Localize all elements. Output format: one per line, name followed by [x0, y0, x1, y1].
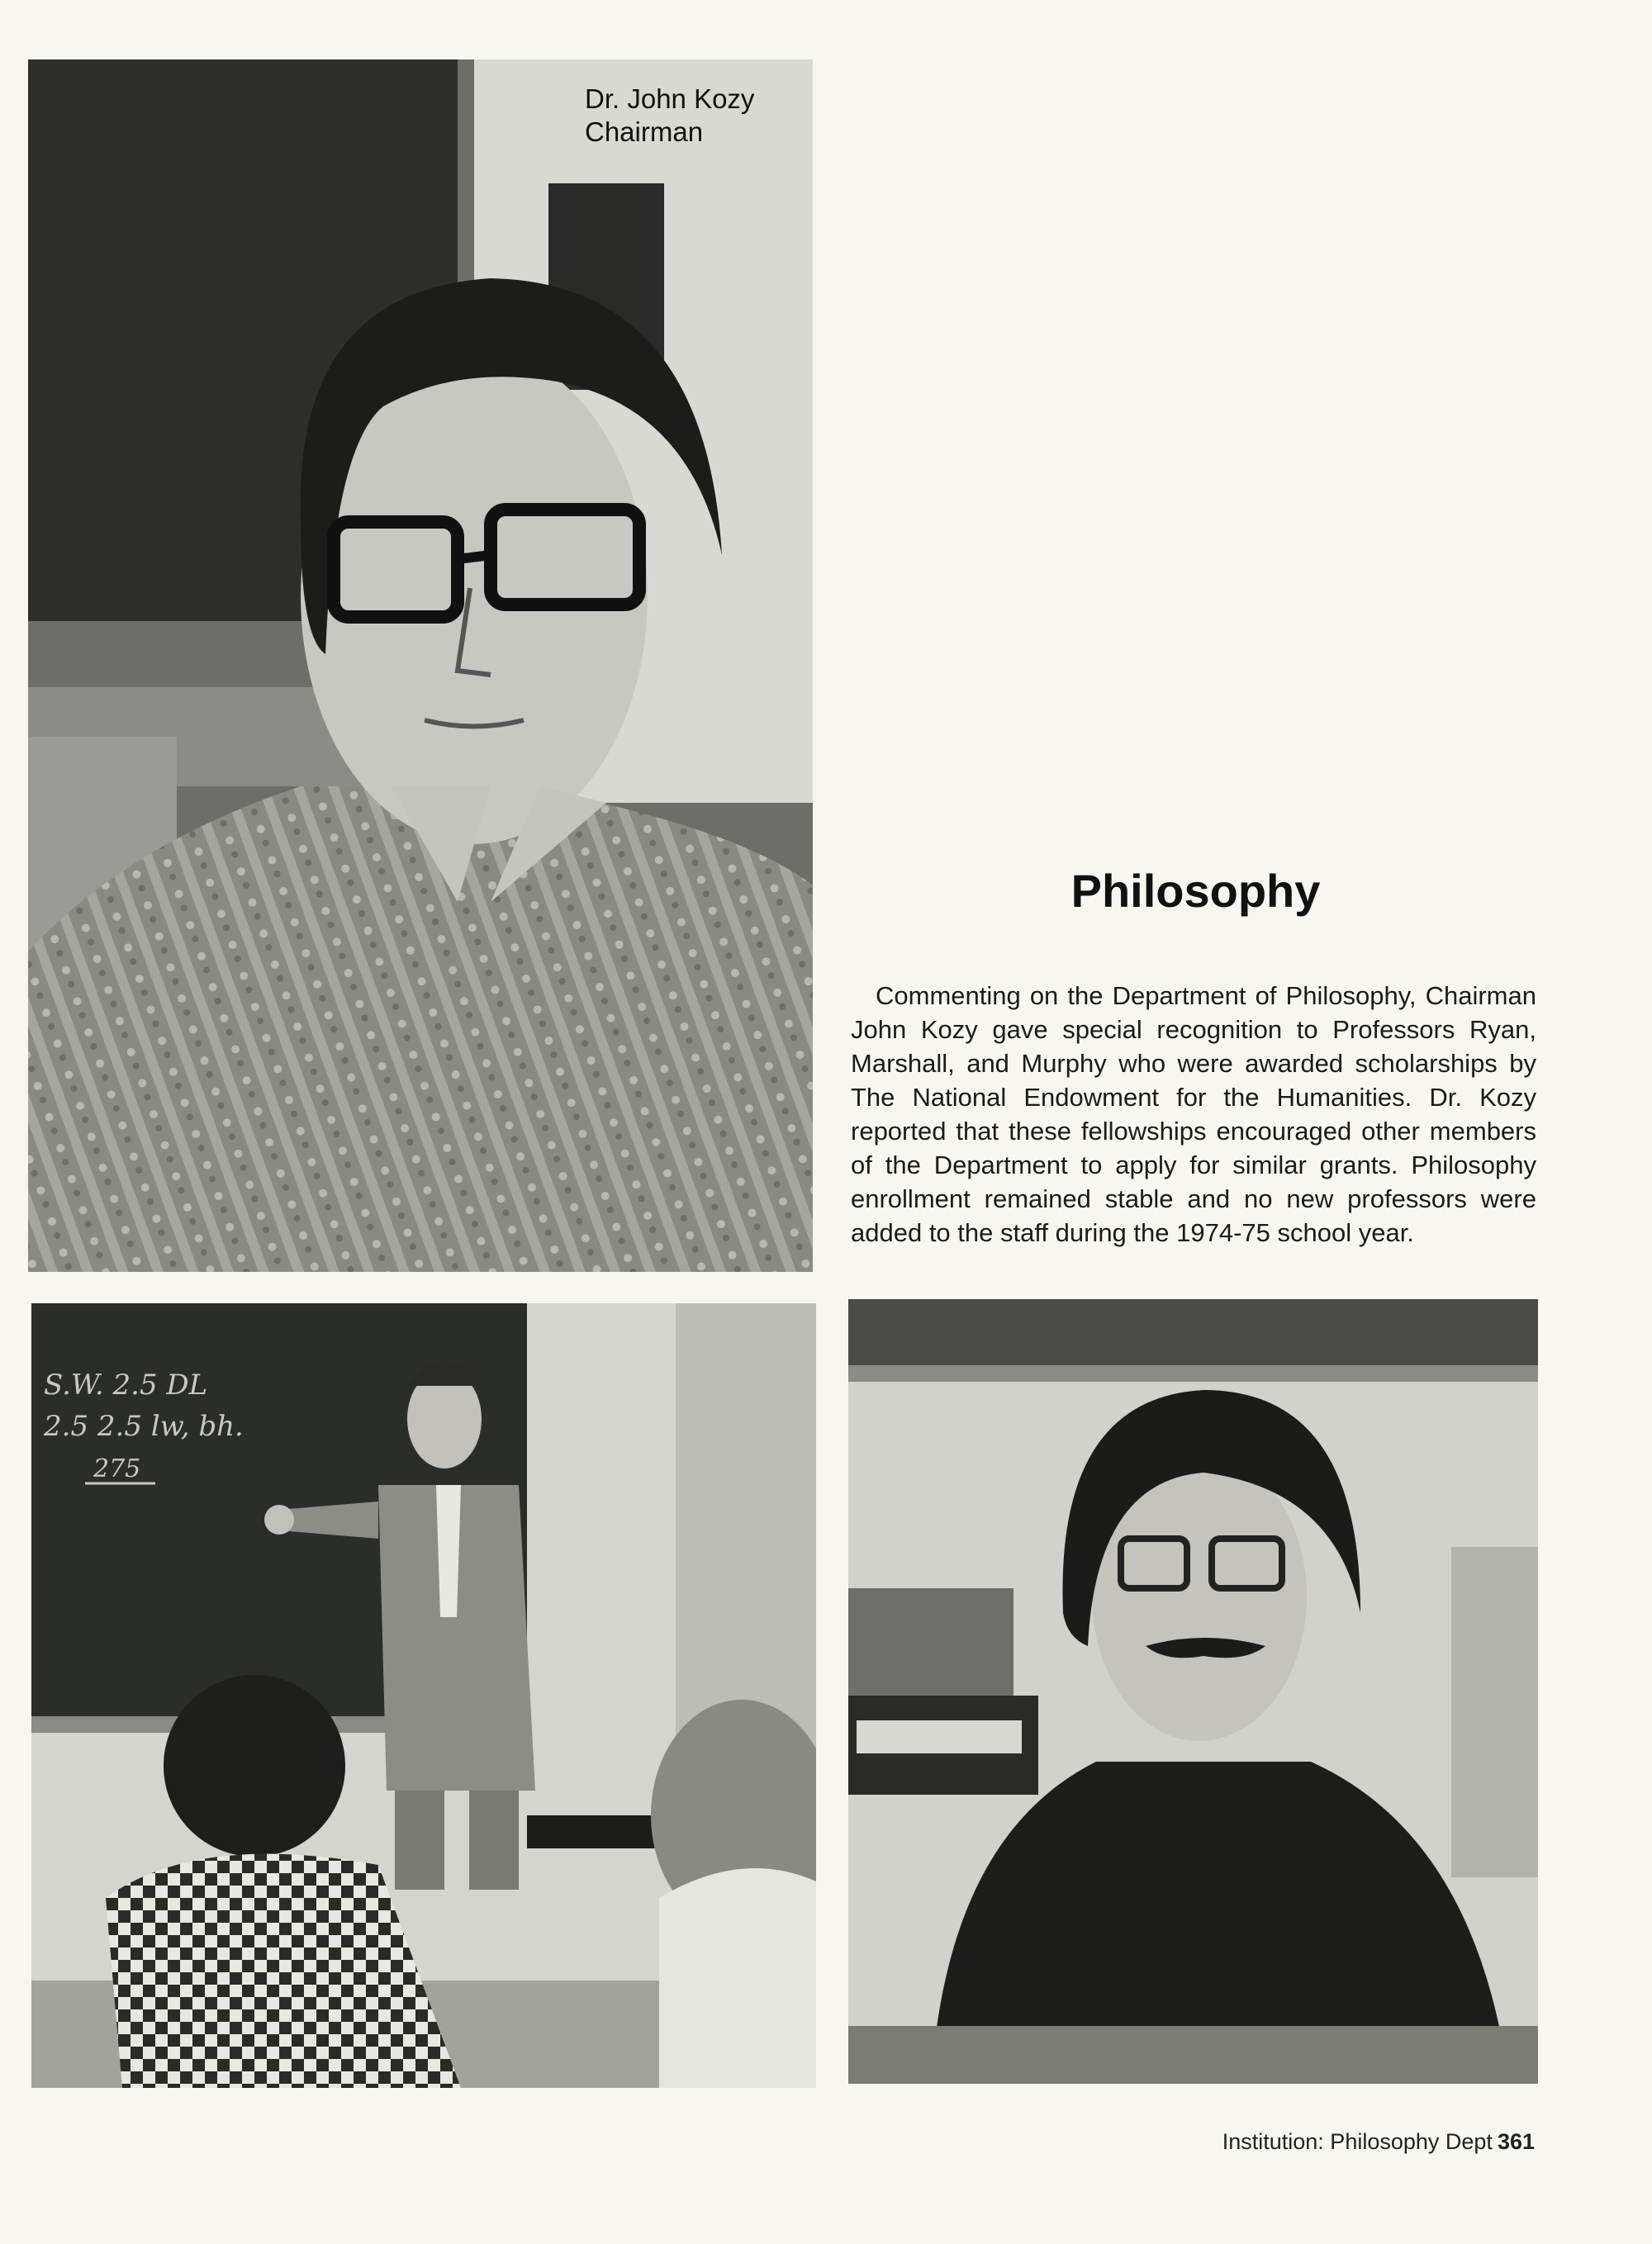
- section-title: Philosophy: [1070, 865, 1321, 917]
- student-portrait-photo: [848, 1299, 1538, 2084]
- caption-role: Chairman: [585, 116, 704, 147]
- chairman-portrait-photo: [28, 59, 813, 1272]
- lecture-classroom-photo: [31, 1303, 816, 2088]
- footer-section-label: Institution: Philosophy Dept: [1222, 2129, 1493, 2154]
- chalkboard-line-1: S.W. 2.5 DL: [44, 1369, 208, 1402]
- page-footer: [1222, 2129, 1535, 2155]
- chalkboard-line-3: 275: [93, 1454, 141, 1483]
- chalkboard-line-2: 2.5 2.5 lw, bh.: [44, 1410, 244, 1443]
- caption-name: Dr. John Kozy: [585, 83, 755, 114]
- page-number: 361: [1497, 2129, 1535, 2154]
- article-body: Commenting on the Department of Philosophy, Chairman John Kozy gave special recognition to Professors Ryan, Marshall, and Murphy who were awarded scholarships by The National Endowment for the Humanities. Dr. Kozy reported that these fellowships encouraged other members of the Department to apply for similar grants. Philosophy enrollment remained stable and no new professors were added to the staff during the 1974-75 school year.: [851, 981, 1536, 1247]
- photo-caption: [585, 83, 754, 149]
